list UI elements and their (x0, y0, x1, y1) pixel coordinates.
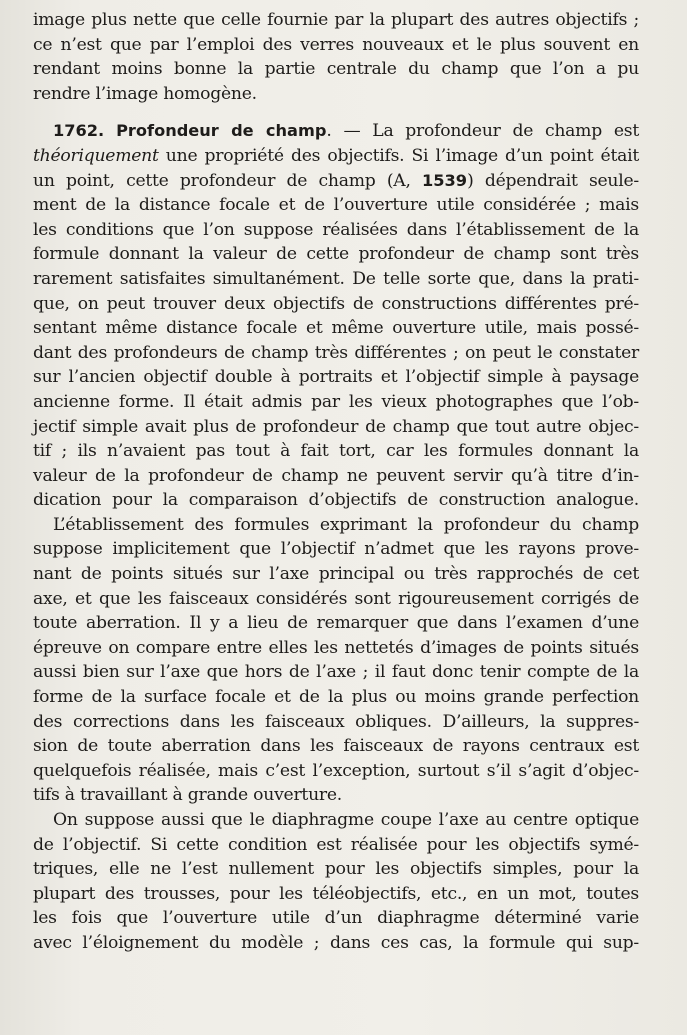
paragraph-diaphragm (33, 808, 639, 956)
text-line (33, 144, 639, 169)
text-line: dication pour la comparaison d’objectifs de construction analogue. (33, 490, 639, 511)
text-line: nant de points situés sur l’axe principal ou très rapprochés de cet (33, 564, 639, 585)
text-line: valeur de la profondeur de champ ne peuvent servir qu’à titre d’in- (33, 465, 639, 486)
text-line: plupart des trousses, pour les téléobjectifs, etc., en un mot, toutes (33, 883, 639, 904)
text-line: des corrections dans les faisceaux obliques. D’ailleurs, la suppres- (33, 711, 639, 732)
text-line: de l’objectif. Si cette condition est réalisée pour les objectifs symé- (33, 834, 639, 855)
text-line: sion de toute aberration dans les faisceaux de rayons centraux est (33, 736, 639, 757)
text-line: tifs à travaillant à grande ouverture. (33, 785, 342, 806)
section-number: 1762. (53, 121, 105, 141)
text-line: sentant même distance focale et même ouverture utile, mais possé- (33, 318, 639, 339)
text-line: jectif simple avait plus de profondeur de champ que tout autre objec- (33, 416, 639, 437)
text-line: forme de la surface focale et de la plus ou moins grande perfection (33, 687, 639, 708)
text-line: triques, elle ne l’est nullement pour les objectifs simples, pour la (33, 859, 639, 880)
text-line: aussi bien sur l’axe que hors de l’axe ; il faut donc tenir compte de la (33, 662, 639, 683)
text-line: L’établissement des formules exprimant la profondeur du champ (53, 514, 639, 535)
text-line: tif ; ils n’avaient pas tout à fait tort, car les formules donnant la (33, 441, 639, 462)
text-segment: un point, cette profondeur de champ (A, (33, 170, 422, 191)
section-title: Profondeur de champ (116, 121, 327, 141)
text-line: ce n’est que par l’emploi des verres nouveaux et le plus souvent en (33, 34, 639, 55)
text-line: sur l’ancien objectif double à portraits et l’objectif simple à paysage (33, 367, 639, 388)
paragraph-intro (33, 8, 639, 106)
section-heading-continuation: . — La profondeur de champ est (326, 121, 639, 142)
section-heading-line (33, 119, 639, 144)
cross-reference-number: 1539 (422, 170, 468, 190)
text-line: rendre l’image homogène. (33, 83, 257, 104)
paragraph-formulas (33, 513, 639, 808)
text-line: rarement satisfaites simultanément. De telle sorte que, dans la prati- (33, 268, 639, 289)
text-line: dant des profondeurs de champ très différentes ; on peut le constater (33, 342, 639, 363)
text-line: image plus nette que celle fournie par la plupart des autres objectifs ; (33, 10, 639, 30)
section-1762 (33, 119, 639, 513)
paragraph-gap (33, 106, 639, 119)
text-line: quelquefois réalisée, mais c’est l’exception, surtout s’il s’agit d’objec- (33, 760, 639, 781)
italic-emphasis: théoriquement (33, 145, 159, 166)
text-line: On suppose aussi que le diaphragme coupe l’axe au centre optique (53, 810, 639, 830)
text-segment: ) dépendrait seule- (467, 170, 639, 191)
text-line: ment de la distance focale et de l’ouverture utile considérée ; mais (33, 195, 639, 216)
text-line: rendant moins bonne la partie centrale du champ que l’on a pu (33, 59, 639, 80)
text-line (33, 169, 639, 194)
text-line: formule donnant la valeur de cette profondeur de champ sont très (33, 244, 639, 265)
text-line: axe, et que les faisceaux considérés sont rigoureusement corrigés de (33, 588, 639, 609)
text-line: avec l’éloignement du modèle ; dans ces cas, la formule qui sup- (33, 932, 639, 953)
page-text (33, 8, 639, 956)
text-line: toute aberration. Il y a lieu de remarquer que dans l’examen d’une (33, 613, 639, 634)
text-segment: une propriété des objectifs. Si l’image d’un point était (158, 145, 639, 166)
text-line: épreuve on compare entre elles les nettetés d’images de points situés (33, 637, 639, 658)
text-line: les fois que l’ouverture utile d’un diaphragme déterminé varie (33, 908, 639, 929)
text-line: suppose implicitement que l’objectif n’admet que les rayons prove- (33, 539, 639, 560)
text-line: ancienne forme. Il était admis par les vieux photographes que l’ob- (33, 391, 639, 412)
text-line: les conditions que l’on suppose réalisées dans l’établissement de la (33, 219, 639, 240)
text-line: que, on peut trouver deux objectifs de constructions différentes pré- (33, 293, 639, 314)
